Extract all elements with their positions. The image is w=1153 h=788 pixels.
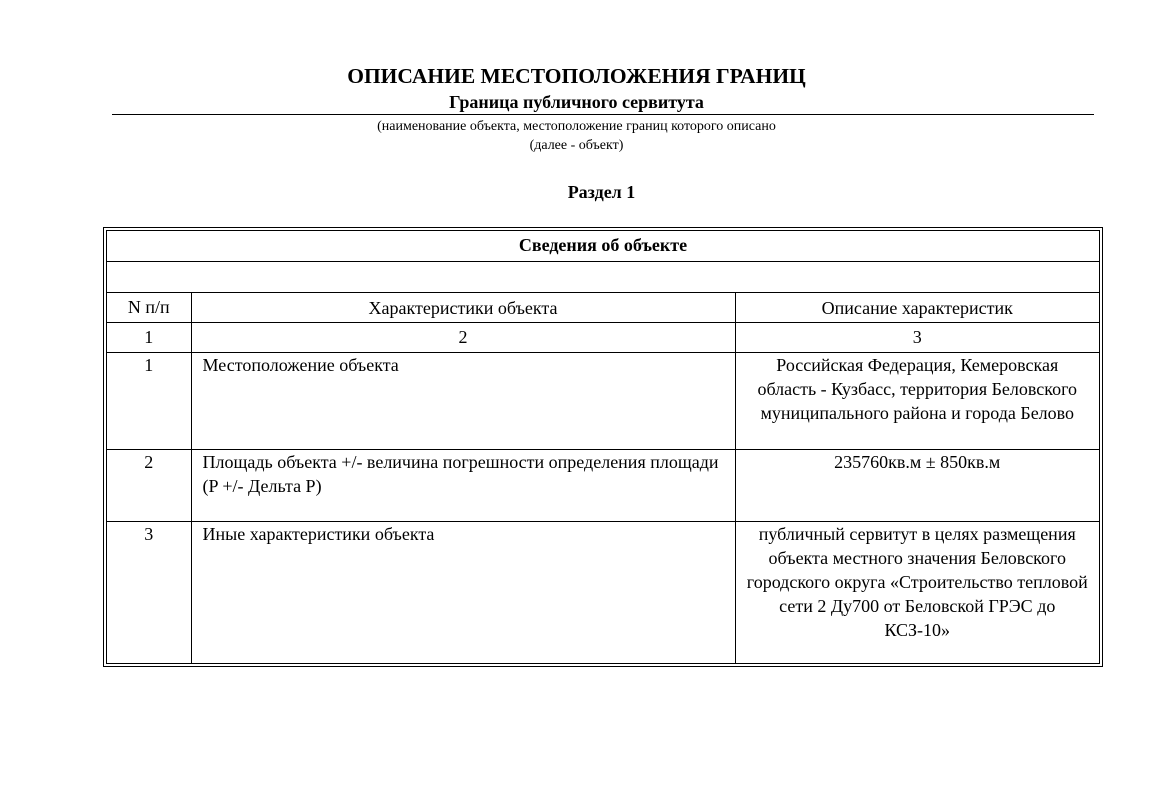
document-subtitle: Граница публичного сервитута [449, 92, 704, 112]
table-header-row [107, 292, 1099, 322]
table-heading: Сведения об объекте [107, 231, 1099, 261]
object-info-table-inner [106, 230, 1100, 664]
blank-cell [107, 261, 1099, 292]
table-heading-row [107, 231, 1099, 261]
row-characteristic [191, 449, 735, 521]
column-header-description: Описание характеристик [735, 292, 1099, 322]
section-title: Раздел 1 [567, 182, 636, 202]
row-characteristic-line-2: (P +/- Дельта P) [202, 475, 322, 496]
row-characteristic: Иные характеристики объекта [191, 521, 735, 663]
row-characteristic: Местоположение объекта [191, 352, 735, 449]
object-info-table [107, 231, 1099, 663]
row-description: Российская Федерация, Кемеровская область - Кузбасс, территория Беловского муниципального района и города Белово [735, 352, 1099, 449]
row-number: 3 [107, 521, 191, 663]
title-underline [112, 114, 1094, 115]
table-blank-row [107, 261, 1099, 292]
document-title: ОПИСАНИЕ МЕСТОПОЛОЖЕНИЯ ГРАНИЦ [347, 64, 806, 88]
row-number: 1 [107, 352, 191, 449]
table-row [107, 352, 1099, 449]
row-description: публичный сервитут в целях размещения объекта местного значения Беловского городского округа «Строительство тепловой сети 2 Ду700 от Беловской ГРЭС до КСЗ-10» [735, 521, 1099, 663]
column-header-characteristic: Характеристики объекта [191, 292, 735, 322]
table-row [107, 521, 1099, 663]
column-number-2: 2 [191, 322, 735, 352]
column-number-1: 1 [107, 322, 191, 352]
caption-line-1: (наименование объекта, местоположение границ которого описано [377, 119, 776, 134]
column-number-3: 3 [735, 322, 1099, 352]
table-row [107, 449, 1099, 521]
row-description: 235760кв.м ± 850кв.м [735, 449, 1099, 521]
row-number: 2 [107, 449, 191, 521]
table-column-number-row [107, 322, 1099, 352]
object-info-table-frame [103, 227, 1103, 667]
column-header-num: N п/п [107, 292, 191, 322]
caption-line-2: (далее - объект) [529, 138, 624, 153]
row-characteristic-line-1: Площадь объекта +/- величина погрешности определения площади [202, 451, 719, 472]
